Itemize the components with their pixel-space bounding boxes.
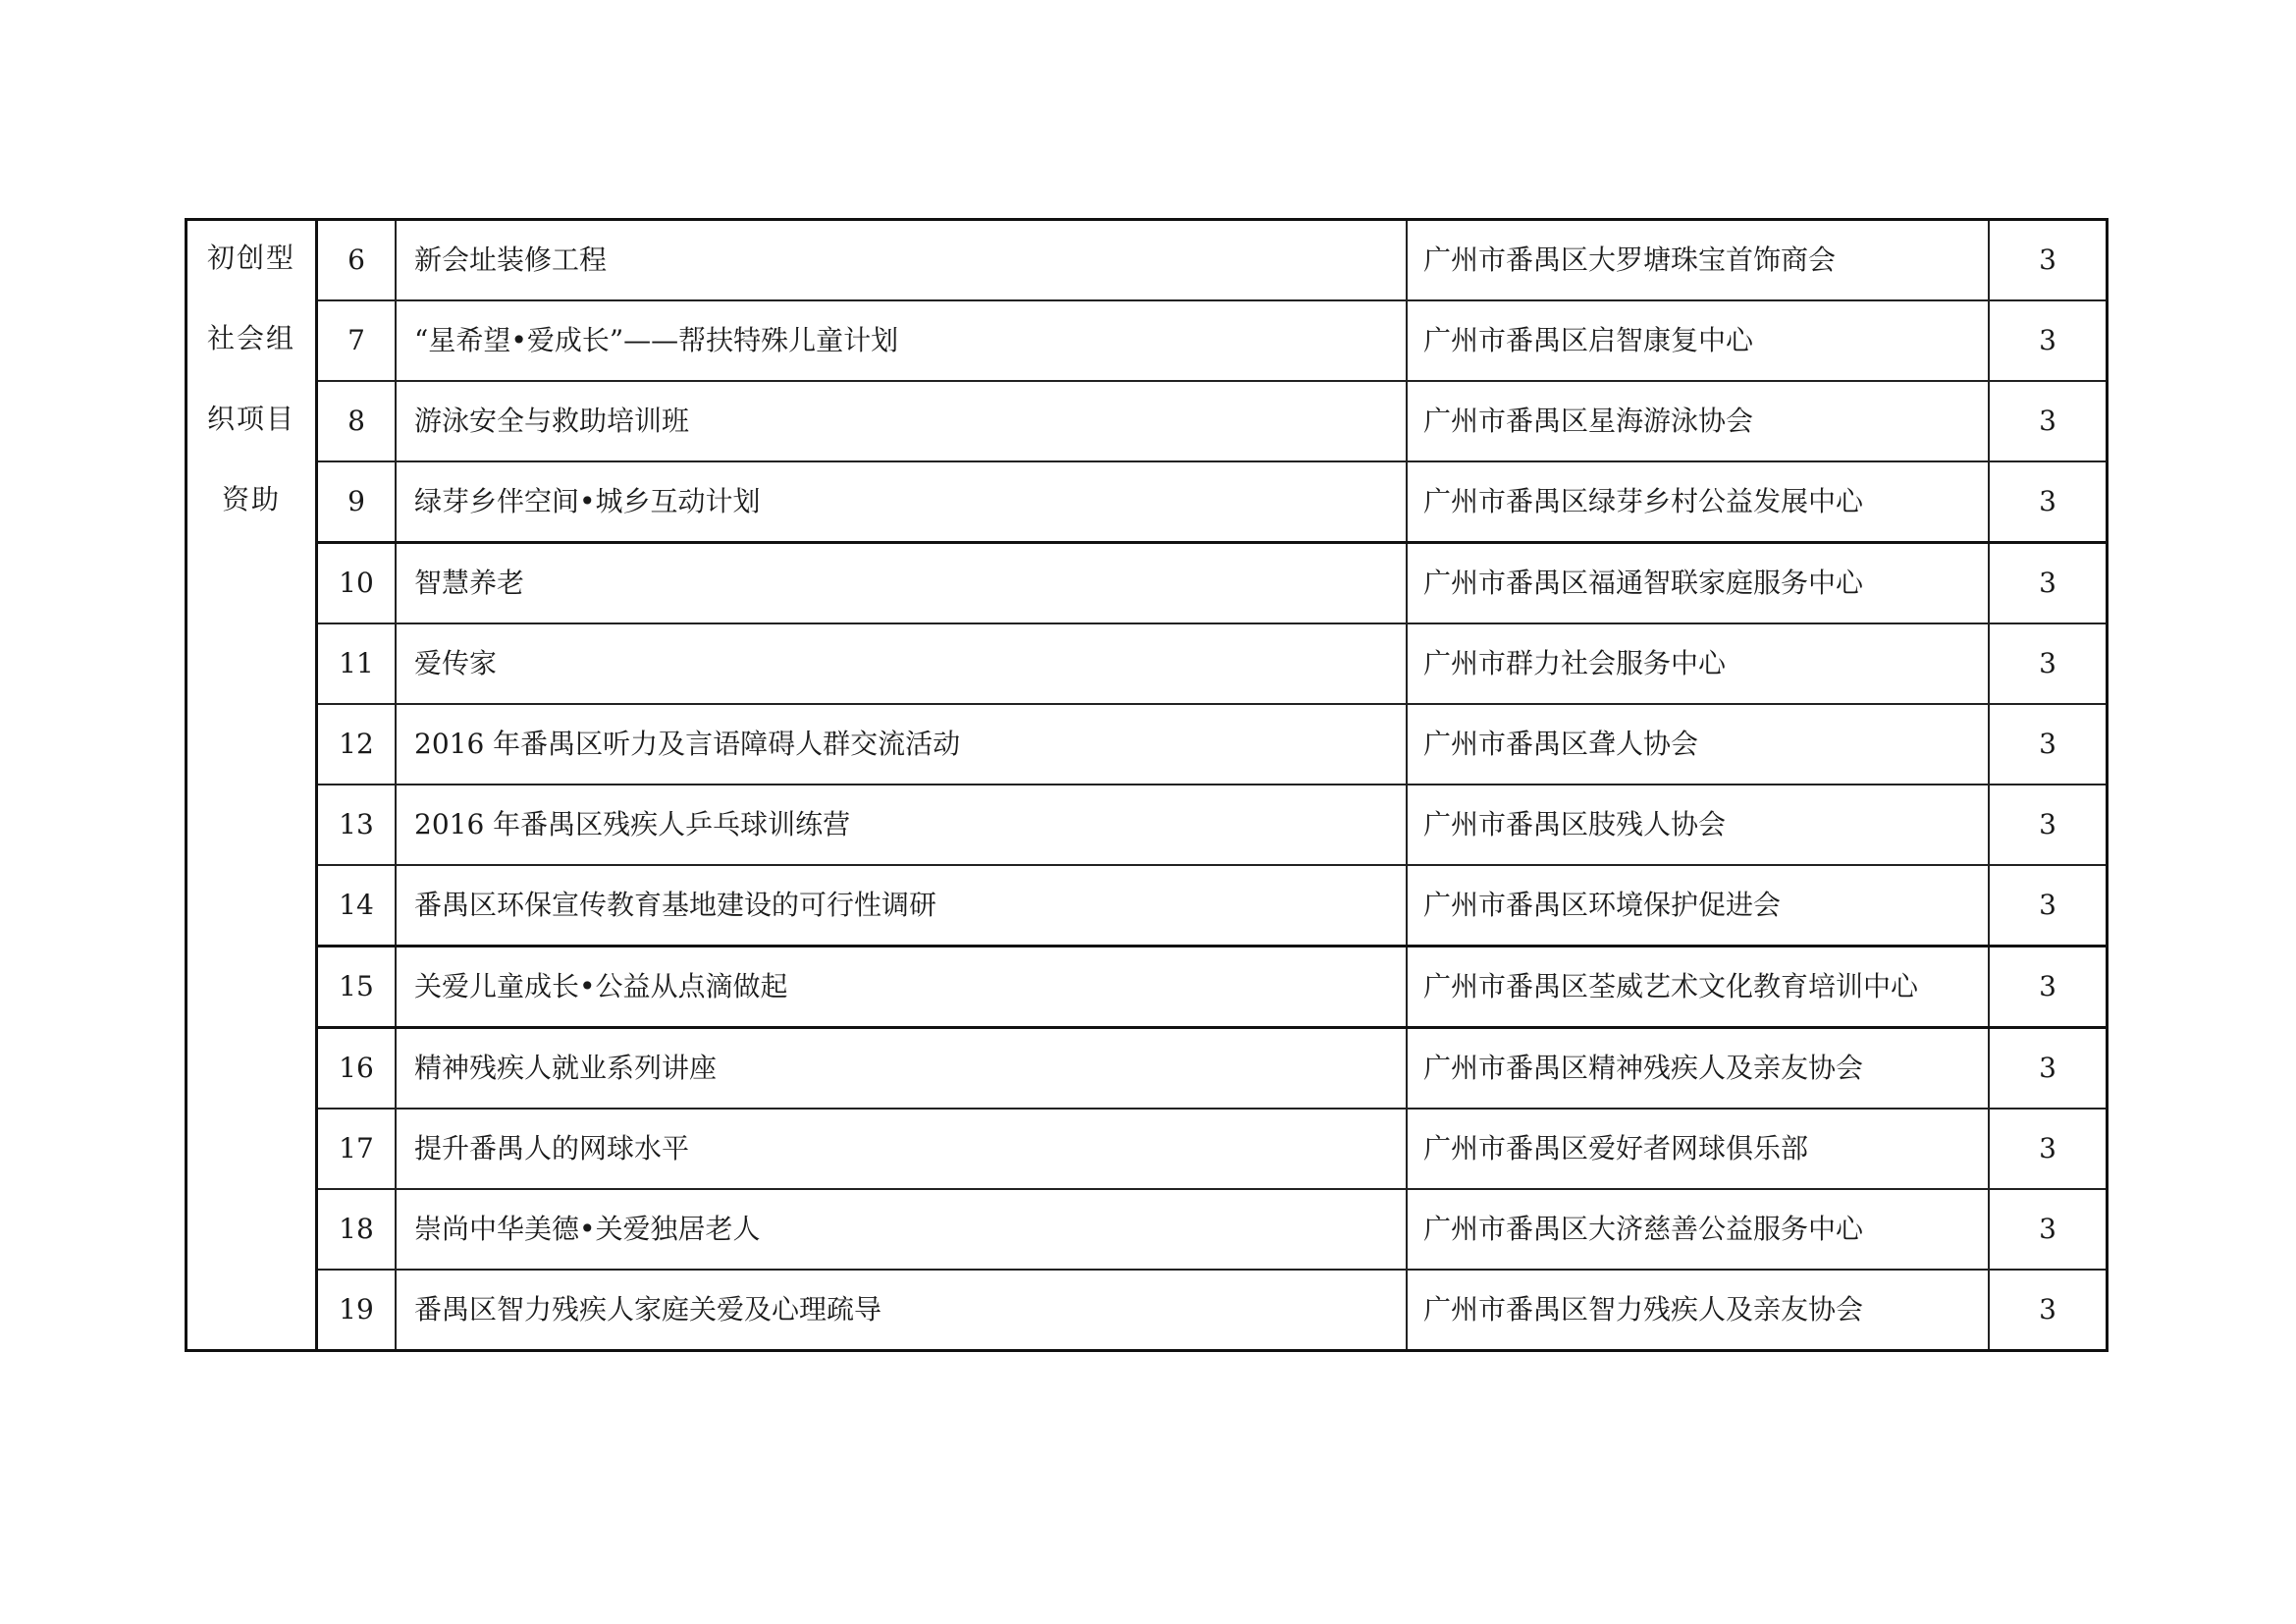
- project-name: 番禺区环保宣传教育基地建设的可行性调研: [396, 865, 1407, 947]
- table-row: [187, 785, 2108, 865]
- grant-amount: 3: [1989, 381, 2108, 461]
- organization-name: 广州市番禺区荃威艺术文化教育培训中心: [1407, 947, 1989, 1028]
- row-number: 16: [317, 1028, 397, 1110]
- row-number: 10: [317, 543, 397, 624]
- organization-name: 广州市番禺区精神残疾人及亲友协会: [1407, 1028, 1989, 1110]
- table-body: [187, 220, 2108, 1351]
- table-row: [187, 381, 2108, 461]
- table-row: [187, 1189, 2108, 1270]
- organization-name: 广州市番禺区绿芽乡村公益发展中心: [1407, 461, 1989, 543]
- grant-amount: 3: [1989, 300, 2108, 381]
- project-name: “星希望•爱成长”——帮扶特殊儿童计划: [396, 300, 1407, 381]
- category-line: 资助: [221, 483, 281, 515]
- project-name: 智慧养老: [396, 543, 1407, 624]
- row-number: 15: [317, 947, 397, 1028]
- project-name: 游泳安全与救助培训班: [396, 381, 1407, 461]
- project-name: 提升番禺人的网球水平: [396, 1109, 1407, 1189]
- row-number: 6: [317, 220, 397, 301]
- row-number: 17: [317, 1109, 397, 1189]
- grant-amount: 3: [1989, 1028, 2108, 1110]
- grant-amount: 3: [1989, 461, 2108, 543]
- organization-name: 广州市番禺区爱好者网球俱乐部: [1407, 1109, 1989, 1189]
- grant-amount: 3: [1989, 785, 2108, 865]
- table-row: [187, 1028, 2108, 1110]
- table-row: [187, 300, 2108, 381]
- project-name: 番禺区智力残疾人家庭关爱及心理疏导: [396, 1270, 1407, 1351]
- project-name: 2016 年番禺区听力及言语障碍人群交流活动: [396, 704, 1407, 785]
- organization-name: 广州市番禺区星海游泳协会: [1407, 381, 1989, 461]
- grant-amount: 3: [1989, 1109, 2108, 1189]
- project-name: 绿芽乡伴空间•城乡互动计划: [396, 461, 1407, 543]
- category-text: [187, 221, 315, 567]
- project-name: 新会址装修工程: [396, 220, 1407, 301]
- organization-name: 广州市番禺区福通智联家庭服务中心: [1407, 543, 1989, 624]
- project-name: 精神残疾人就业系列讲座: [396, 1028, 1407, 1110]
- table-row: [187, 623, 2108, 704]
- grant-amount: 3: [1989, 947, 2108, 1028]
- table-row: [187, 865, 2108, 947]
- project-name: 爱传家: [396, 623, 1407, 704]
- organization-name: 广州市番禺区环境保护促进会: [1407, 865, 1989, 947]
- organization-name: 广州市番禺区大罗塘珠宝首饰商会: [1407, 220, 1989, 301]
- row-number: 11: [317, 623, 397, 704]
- grant-amount: 3: [1989, 1270, 2108, 1351]
- grant-amount: 3: [1989, 543, 2108, 624]
- table-row: [187, 461, 2108, 543]
- table-row: [187, 543, 2108, 624]
- row-number: 14: [317, 865, 397, 947]
- table-row: [187, 1270, 2108, 1351]
- organization-name: 广州市番禺区智力残疾人及亲友协会: [1407, 1270, 1989, 1351]
- organization-name: 广州市番禺区大济慈善公益服务中心: [1407, 1189, 1989, 1270]
- grant-amount: 3: [1989, 1189, 2108, 1270]
- table-row: [187, 704, 2108, 785]
- table-row: [187, 1109, 2108, 1189]
- grant-amount: 3: [1989, 865, 2108, 947]
- project-name: 关爱儿童成长•公益从点滴做起: [396, 947, 1407, 1028]
- row-number: 18: [317, 1189, 397, 1270]
- organization-name: 广州市番禺区肢残人协会: [1407, 785, 1989, 865]
- row-number: 12: [317, 704, 397, 785]
- row-number: 19: [317, 1270, 397, 1351]
- organization-name: 广州市群力社会服务中心: [1407, 623, 1989, 704]
- category-line: 初创型: [206, 242, 295, 274]
- category-line: 织项目: [206, 403, 295, 435]
- row-number: 9: [317, 461, 397, 543]
- grant-amount: 3: [1989, 704, 2108, 785]
- category-line: 社会组: [206, 322, 295, 354]
- organization-name: 广州市番禺区启智康复中心: [1407, 300, 1989, 381]
- row-number: 13: [317, 785, 397, 865]
- table-row: [187, 947, 2108, 1028]
- grant-amount: 3: [1989, 623, 2108, 704]
- project-name: 崇尚中华美德•关爱独居老人: [396, 1189, 1407, 1270]
- project-name: 2016 年番禺区残疾人乒乓球训练营: [396, 785, 1407, 865]
- category-cell: [187, 220, 317, 1351]
- row-number: 8: [317, 381, 397, 461]
- grant-amount: 3: [1989, 220, 2108, 301]
- row-number: 7: [317, 300, 397, 381]
- organization-name: 广州市番禺区聋人协会: [1407, 704, 1989, 785]
- table-row: [187, 220, 2108, 301]
- grant-table: [185, 218, 2109, 1352]
